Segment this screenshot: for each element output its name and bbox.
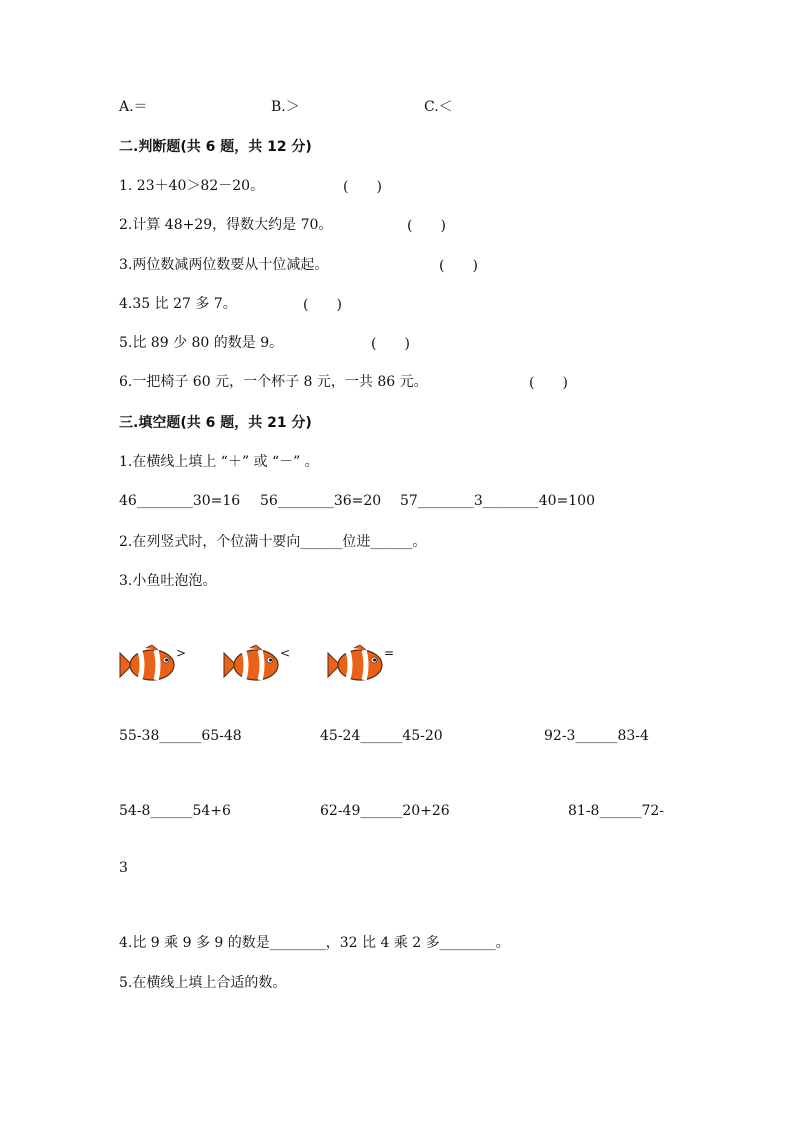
section2-title: 二.判断题(共 6 题，共 12 分) (119, 139, 312, 155)
clownfish-icon (222, 645, 282, 685)
clownfish-icon (118, 645, 178, 685)
fill-q1-eq1: 46________30=16 (119, 493, 241, 509)
judge-paren-6[interactable]: ( ) (529, 375, 568, 391)
fill-q1-eq2: 56________36=20 (260, 493, 382, 509)
bubble-symbol-1: > (176, 646, 187, 660)
fill-q1-prompt: 1.在横线上填上 “＋” 或 “－” 。 (119, 454, 319, 470)
choice-a: A.＝ (119, 99, 148, 115)
judge-item-6: 6.一把椅子 60 元，一个杯子 8 元，一共 86 元。 (119, 374, 428, 390)
fill-q1-eq3: 57________3________40=100 (400, 493, 595, 509)
compare-6: 81-8______72- (568, 803, 664, 819)
compare-4: 54-8______54+6 (119, 803, 231, 819)
judge-paren-1[interactable]: ( ) (343, 179, 382, 195)
section3-title: 三.填空题(共 6 题，共 21 分) (119, 415, 312, 431)
choice-b: B.＞ (271, 99, 300, 115)
fill-q5-prompt: 5.在横线上填上合适的数。 (119, 975, 287, 991)
fill-q3-prompt: 3.小鱼吐泡泡。 (119, 573, 217, 589)
bubble-symbol-3: = (384, 646, 395, 660)
judge-paren-4[interactable]: ( ) (303, 297, 342, 313)
bubble-symbol-2: < (280, 646, 291, 660)
compare-1: 55-38______65-48 (119, 728, 242, 744)
compare-5: 62-49______20+26 (320, 803, 450, 819)
choice-c: C.＜ (424, 99, 453, 115)
judge-item-2: 2.计算 48+29，得数大约是 70。 (119, 217, 333, 233)
judge-item-5: 5.比 89 少 80 的数是 9。 (119, 335, 284, 351)
fill-q4-prompt: 4.比 9 乘 9 多 9 的数是________，32 比 4 乘 2 多________。 (119, 935, 510, 951)
clownfish-icon (326, 645, 386, 685)
fill-q2-prompt: 2.在列竖式时，个位满十要向______位进______。 (119, 534, 427, 550)
judge-item-4: 4.35 比 27 多 7。 (119, 296, 237, 312)
compare-2: 45-24______45-20 (320, 728, 443, 744)
compare-3: 92-3______83-4 (544, 728, 649, 744)
judge-item-3: 3.两位数减两位数要从十位减起。 (119, 257, 329, 273)
judge-paren-5[interactable]: ( ) (371, 336, 410, 352)
compare-6-wrap: 3 (119, 860, 128, 876)
judge-item-1: 1. 23＋40＞82－20。 (119, 178, 265, 194)
judge-paren-3[interactable]: ( ) (439, 258, 478, 274)
judge-paren-2[interactable]: ( ) (407, 218, 446, 234)
